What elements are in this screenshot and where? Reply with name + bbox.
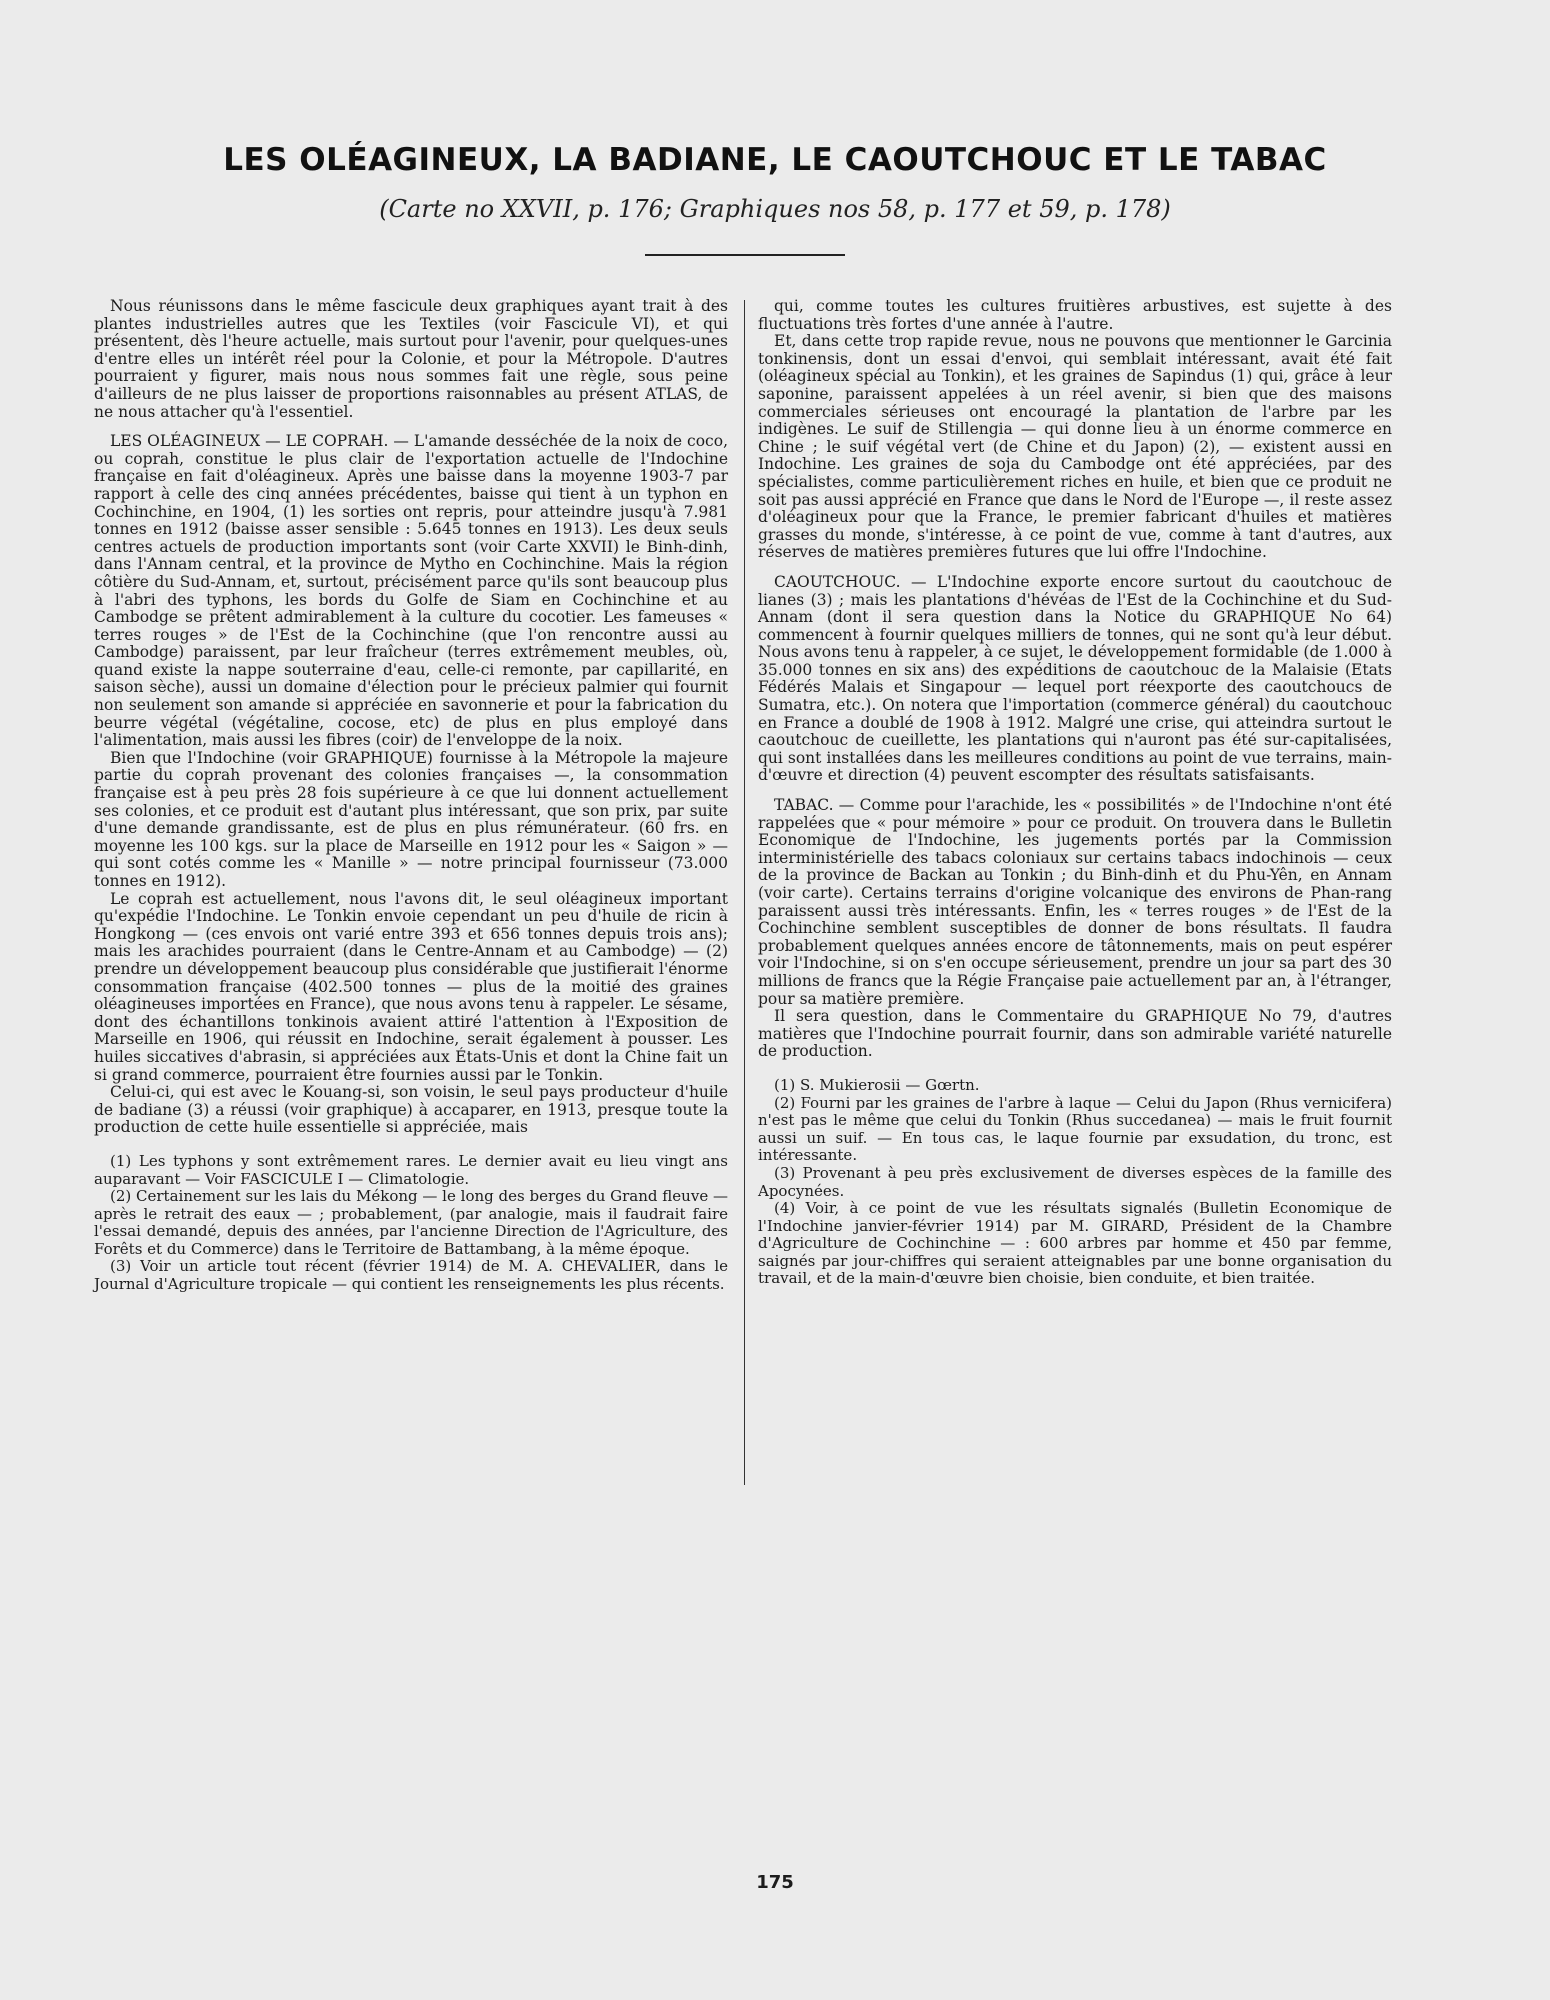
- paragraph-badiane-suite: qui, comme toutes les cultures fruitières arbustives, est sujette à des fluctuations très fortes d'une année à l'autre.: [758, 297, 1392, 333]
- paragraph-badiane: Celui-ci, qui est avec le Kouang-si, son voisin, le seul pays producteur d'huile de badiane (3) a réussi (voir graphique) à accaparer, en 1913, presque toute la production de cette huile essentielle si appréciée, mais: [94, 1083, 728, 1137]
- footnote-right-2: (2) Fourni par les graines de l'arbre à laque — Celui du Japon (Rhus verniciferа) n'est pas le même que celui du Tonkin (Rhus succedanea) — mais le fruit fournit aussi un suif. — En tous cas, le laque fournie par exsudation, du tronc, est intéressante.: [758, 1093, 1392, 1165]
- page-title: LES OLÉAGINEUX, LA BADIANE, LE CAOUTCHOUC ET LE TABAC: [223, 142, 1327, 178]
- paragraph-revue: Et, dans cette trop rapide revue, nous ne pouvons que mentionner le Garcinia tonkinensis, dont un essai d'envoi, qui semblait intéressant, avait été fait (oléagineux spécial au Tonkin), et les graines de Sapindus (1) qui, grâce à leur saponine, paraissent appelées à un réel avenir, si bien que des maisons commerciales sérieuses ont encouragé la plantation de l'arbre par les indigènes. Le suif de Stillengia — qui donne lieu à un énorme commerce en Chine ; le suif végétal vert (de Chine et du Japon) (2), — existent aussi en Indochine. Les graines de soja du Cambodge ont été appréciées, par des spécialistes, comme particulièrement riches en huile, et bien que ce produit ne soit pas aussi apprécié en France que dans le Nord de l'Europe —, il reste assez d'oléagineux pour que la France, le premier fabricant d'huiles et matières grasses du monde, s'intéresse, à ce point de vue, comme à tant d'autres, aux réserves de matières premières futures que lui offre l'Indochine.: [758, 332, 1392, 562]
- left-column: [94, 298, 728, 1294]
- page-subtitle: (Carte no XXVII, p. 176; Graphiques nos 58, p. 177 et 59, p. 178): [379, 195, 1171, 223]
- title-rule: [645, 254, 845, 256]
- paragraph-oleagineux-coprah: LES OLÉAGINEUX — LE COPRAH. — L'amande desséchée de la noix de coco, ou coprah, constitue le plus clair de l'exportation actuelle de l'Indochine française en fait d'oléagineux. Après une baisse dans la moyenne 1903-7 par rapport à celle des cinq années précédentes, baisse qui tient à un typhon en Cochinchine, en 1904, (1) les sorties ont repris, pour atteindre jusqu'à 7.981 tonnes en 1912 (baisse asser sensible : 5.645 tonnes en 1913). Les deux seuls centres actuels de production importants sont (voir Carte XXVII) le Binh-dinh, dans l'Annam central, et la province de Mytho en Cochinchine. Mais la région côtière du Sud-Annam, et, surtout, précisément parce qu'ils sont beaucoup plus à l'abri des typhons, les bords du Golfe de Siam en Cochinchine et au Cambodge se prêtent admirablement à la culture du cocotier. Les fameuses « terres rouges » de l'Est de la Cochinchine (que l'on rencontre aussi au Cambodge) paraissent, par leur fraîcheur (terres extrêmement meubles, où, quand existe la nappe souterraine d'eau, celle-ci remonte, par capillarité, en saison sèche), aussi un domaine d'élection pour le précieux palmier qui fournit non seulement son amande si appréciée en savonnerie et pour la fabrication du beurre végétal (végétaline, cocose, etc) de plus en plus employé dans l'alimentation, mais aussi les fibres (coir) de l'enveloppe de la noix.: [94, 432, 728, 750]
- paragraph-coprah-metropole: Bien que l'Indochine (voir GRAPHIQUE) fournisse à la Métropole la majeure partie du coprah provenant des colonies françaises —, la consommation française est à peu près 28 fois supérieure à ce que lui donnent actuellement ses colonies, et ce produit est d'autant plus intéressant, que son prix, par suite d'une demande grandissante, est de plus en plus rémunérateur. (60 frs. en moyenne les 100 kgs. sur la place de Marseille en 1912 pour les « Saigon » — qui sont cotés comme les « Manille » — notre principal fournisseur (73.000 tonnes en 1912).: [94, 748, 728, 890]
- footnote-right-3: (3) Provenant à peu près exclusivement de diverses espèces de la famille des Apocynées.: [758, 1163, 1392, 1200]
- footnote-left-1: (1) Les typhons y sont extrêmement rares. Le dernier avait eu lieu vingt ans auparavant — Voir FASCICULE I — Climatologie.: [94, 1151, 728, 1188]
- paragraph-graphique-79: Il sera question, dans le Commentaire du GRAPHIQUE No 79, d'autres matières que l'Indochine pourrait fournir, dans son admirable variété naturelle de production.: [758, 1007, 1392, 1061]
- footnote-left-2: (2) Certainement sur les lais du Mékong — le long des berges du Grand fleuve — après le retrait des eaux — ; probablement, (par analogie, mais il faudrait faire l'essai demandé, depuis des années, par l'ancienne Direction de l'Agriculture, des Forêts et du Commerce) dans le Territoire de Battambang, à la même époque.: [94, 1187, 728, 1258]
- footnote-left-3: (3) Voir un article tout récent (février 1914) de M. A. CHEVALIER, dans le Journal d'Agriculture tropicale — qui contient les renseignements les plus récents.: [94, 1257, 728, 1294]
- paragraph-caoutchouc: CAOUTCHOUC. — L'Indochine exporte encore surtout du caoutchouc de lianes (3) ; mais les plantations d'hévéas de l'Est de la Cochinchine et du Sud-Annam (dont il sera question dans la Notice du GRAPHIQUE No 64) commencent à fournir quelques milliers de tonnes, qui ne sont qu'à leur début. Nous avons tenu à rappeler, à ce sujet, le développement formidable (de 1.000 à 35.000 tonnes en six ans) des expéditions de caoutchouc de la Malaisie (Etats Fédérés Malais et Singapour — lequel port réexporte des caoutchoucs de Sumatra, etc.). On notera que l'importation (commerce général) du caoutchouc en France a doublé de 1908 à 1912. Malgré une crise, qui atteindra surtout le caoutchouc de cueillette, les plantations qui n'auront pas été sur-capitalisées, qui sont installées dans les meilleures conditions au point de vue terrains, main-d'œuvre et direction (4) peuvent escompter des résultats satisfaisants.: [758, 572, 1393, 785]
- right-column: [758, 298, 1392, 1288]
- paragraph-intro: Nous réunissons dans le même fascicule deux graphiques ayant trait à des plantes industrielles autres que les Textiles (voir Fascicule VI), et qui présentent, dès l'heure actuelle, mais surtout pour l'avenir, pour quelques-unes d'entre elles un intérêt réel pour la Colonie, et pour la Métropole. D'autres pourraient y figurer, mais nous nous sommes fait une règle, sous peine d'ailleurs de ne plus laisser de proportions raisonnables au présent ATLAS, de ne nous attacher qu'à l'essentiel.: [94, 297, 728, 421]
- paragraph-autres-oleagineux: Le coprah est actuellement, nous l'avons dit, le seul oléagineux important qu'expédie l'Indochine. Le Tonkin envoie cependant un peu d'huile de ricin à Hongkong — (ces envois ont varié entre 393 et 656 tonnes depuis trois ans); mais les arachides pourraient (dans le Centre-Annam et au Cambodge) — (2) prendre un développement beaucoup plus considérable que justifierait l'énorme consommation française (402.500 tonnes — plus de la moitié des graines oléagineuses importées en France), que nous avons tenu à rappeler. Le sésame, dont des échantillons tonkinois avaient attiré l'attention à l'Exposition de Marseille en 1906, qui réussit en Indochine, serait également à pousser. Les huiles siccatives d'abrasin, si appréciées aux États-Unis et dont la Chine fait un si grand commerce, pourraient être fournies aussi par le Tonkin.: [94, 889, 728, 1084]
- footnote-right-1: (1) S. Mukierosii — Gœrtn.: [774, 1075, 980, 1094]
- paragraph-tabac: TABAC. — Comme pour l'arachide, les « possibilités » de l'Indochine n'ont été rappelées que « pour mémoire » pour ce produit. On trouvera dans le Bulletin Economique de l'Indochine, les jugements portés par la Commission interministérielle des tabacs coloniaux sur certains tabacs indochinois — ceux de la province de Backan au Tonkin ; du Binh-dinh et du Phu-Yên, en Annam (voir carte). Certains terrains d'origine volcanique des environs de Phan-rang paraissent aussi très intéressants. Enfin, les « terres rouges » de l'Est de la Cochinchine semblent susceptibles de donner de bons résultats. Il faudra probablement quelques années encore de tâtonnements, mais on peut espérer voir l'Indochine, si on s'en occupe sérieusement, prendre un jour sa part des 30 millions de francs que la Régie Française paie actuellement par an, à l'étranger, pour sa matière première.: [758, 796, 1392, 1008]
- column-divider: [744, 300, 745, 1485]
- footnote-right-4: (4) Voir, à ce point de vue les résultats signalés (Bulletin Economique de l'Indochine janvier-février 1914) par M. GIRARD, Président de la Chambre d'Agriculture de Cochinchine — : 600 arbres par homme et 450 par femme, saignés par jour-chiffres qui seraient atteignables par une bonne organisation du travail, et de la main-d'œuvre bien choisie, bien conduite, et bien traitée.: [758, 1199, 1392, 1288]
- page-number: 175: [756, 1872, 794, 1893]
